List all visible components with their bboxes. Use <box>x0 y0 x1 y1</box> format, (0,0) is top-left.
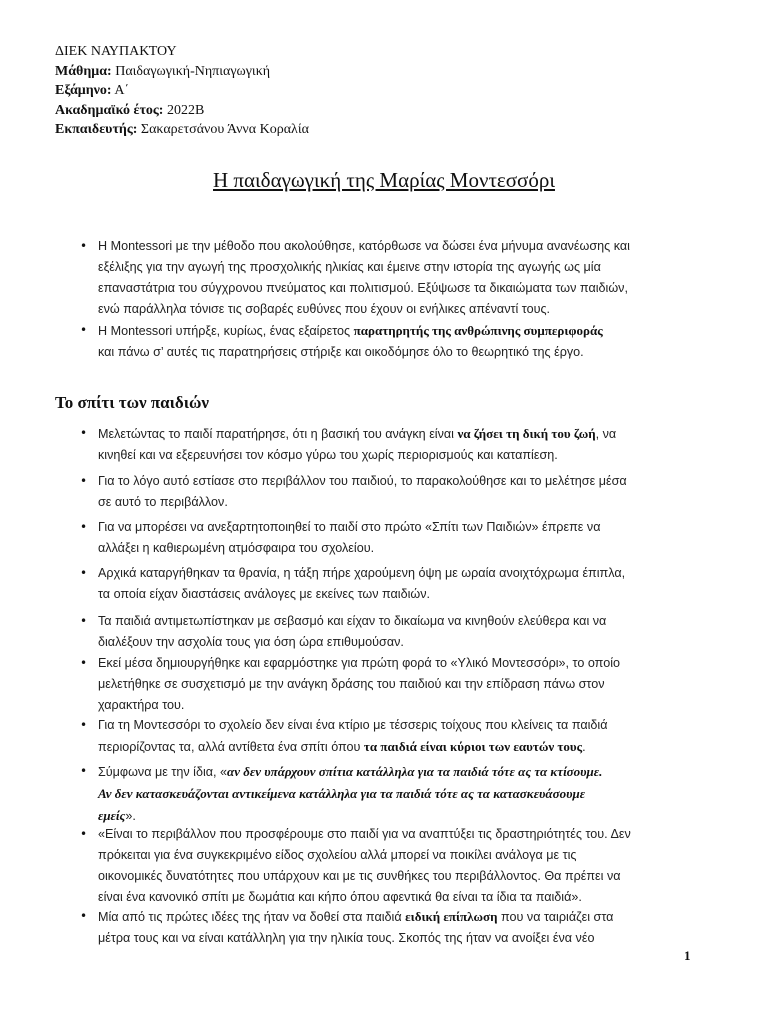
course-line <box>55 62 309 82</box>
paragraph-line <box>98 783 696 805</box>
paragraph-line: εξέλιξης για την αγωγή της προσχολικής ηλικίας και έμεινε στην ιστορία της αγωγής ως μία <box>98 260 601 274</box>
paragraph-line: Σύμφωνα με την ίδια, «αν δεν υπάρχουν σπίτια κατάλληλα για τα παιδιά τότε ας τα κτίσουμε. <box>98 764 603 779</box>
document-header <box>55 42 309 140</box>
quote-emphasis: αν δεν υπάρχουν σπίτια κατάλληλα για τα παιδιά τότε ας τα κτίσουμε. <box>227 764 603 779</box>
instructor-line <box>55 120 309 140</box>
academic-year-line <box>55 101 309 121</box>
paragraph-line: ενώ παράλληλα τόνισε τις σοβαρές ευθύνες που έχουν οι ενήλικες απέναντί τους. <box>98 302 551 316</box>
paragraph-line: εμείς». <box>98 808 136 823</box>
page-number: 1 <box>684 948 691 963</box>
paragraph-line: επαναστάτρια του σύγχρονου πνεύματος και πολιτισμού. Εξύψωσε τα δικαιώματα των παιδιών, <box>98 281 628 295</box>
emphasis-text: παρατηρητής της ανθρώπινης συμπεριφοράς <box>353 323 603 338</box>
semester-line <box>55 81 309 101</box>
bullet-icon: • <box>80 656 88 670</box>
section-heading: Το σπίτι των παιδιών <box>55 393 210 412</box>
bullet-icon: • <box>80 566 88 580</box>
document-title: Η παιδαγωγική της Μαρίας Μοντεσσόρι <box>213 168 555 192</box>
paragraph-line: μέτρα τους και να είναι κατάλληλη για την ηλικία τους. Σκοπός της ήταν να ανοίξει ένα νέο <box>98 931 595 945</box>
emphasis-text: ειδική επίπλωση <box>405 909 498 924</box>
paragraph-line: κινηθεί και να εξερευνήσει τον κόσμο γύρω του χωρίς περιορισμούς και καταπίεση. <box>98 448 558 462</box>
paragraph-line: τα οποία είχαν διαστάσεις ανάλογες με εκείνες των παιδιών. <box>98 587 431 601</box>
paragraph-line: περιορίζοντας τα, αλλά αντίθετα ένα σπίτι όπου τα παιδιά είναι κύριοι των εαυτών τους. <box>98 739 586 754</box>
bullet-icon: • <box>80 614 88 628</box>
paragraph-line: οικονομικές δυνατότητες που υπάρχουν και με τις συνθήκες του περιβάλλοντος. Θα πρέπει να <box>98 869 621 883</box>
paragraph-line: Αρχικά καταργήθηκαν τα θρανία, η τάξη πήρε χαρούμενη όψη με ωραία ανοιχτόχρωμα έπιπλα, <box>98 566 626 580</box>
paragraph-line: Η Montessori υπήρξε, κυρίως, ένας εξαίρετος παρατηρητής της ανθρώπινης συμπεριφοράς <box>98 323 603 338</box>
paragraph-line: σε αυτό το περιβάλλον. <box>98 495 228 509</box>
semester-label: Εξάμηνο: <box>55 83 112 98</box>
paragraph-line: πρόκειται για ένα συγκεκριμένο είδος σχολείου αλλά μπορεί να ποικίλει ανάλογα με τις <box>98 848 577 862</box>
bullet-icon: • <box>80 426 88 440</box>
paragraph-line: Για τη Μοντεσσόρι το σχολείο δεν είναι ένα κτίριο με τέσσερις τοίχους που κλείνεις τα παιδιά <box>98 718 608 732</box>
paragraph-line: «Είναι το περιβάλλον που προσφέρουμε στο παιδί για να αναπτύξει τις δραστηριότητές του. Δεν <box>98 827 631 841</box>
quote-emphasis: Αν δεν κατασκευάζονται αντικείμενα κατάλληλα για τα παιδιά τότε ας τα κατασκευάσουμε <box>98 786 586 801</box>
academic-year-label: Ακαδημαϊκό έτος: <box>55 102 164 118</box>
emphasis-text: να ζήσει τη δική του ζωή <box>457 426 596 441</box>
paragraph-line: Για να μπορέσει να ανεξαρτητοποιηθεί το παιδί στο πρώτο «Σπίτι των Παιδιών» έπρεπε να <box>98 520 601 534</box>
emphasis-text: τα παιδιά είναι κύριοι των εαυτών τους <box>363 739 583 754</box>
course-label: Μάθημα: <box>55 63 112 79</box>
institution-name: ΔΙΕΚ ΝΑΥΠΑΚΤΟΥ <box>55 44 177 59</box>
bullet-icon: • <box>80 239 88 253</box>
academic-year-value: 2022Β <box>166 102 205 118</box>
paragraph-line: Μία από τις πρώτες ιδέες της ήταν να δοθεί στα παιδιά ειδική επίπλωση που να ταιριάζει στα <box>98 909 614 924</box>
bullet-icon: • <box>80 520 88 534</box>
bullet-icon: • <box>80 827 88 841</box>
instructor-value: Σακαρετσάνου Άννα Κοραλία <box>140 122 309 137</box>
paragraph-line: χαρακτήρα του. <box>98 698 185 712</box>
paragraph-line: Εκεί μέσα δημιουργήθηκε και εφαρμόστηκε για πρώτη φορά το «Υλικό Μοντεσσόρι», το οποίο <box>98 656 620 670</box>
paragraph-line: Για το λόγο αυτό εστίασε στο περιβάλλον του παιδιού, το παρακολούθησε και το μελέτησε μέσα <box>98 474 627 488</box>
paragraph-line: αλλάξει η καθιερωμένη ατμόσφαιρα του σχολείου. <box>98 541 375 555</box>
paragraph-line: είναι ένα κανονικό σπίτι με δωμάτια και κήπο όπου αφεντικά θα είναι τα ίδια τα παιδιά». <box>98 890 582 904</box>
bullet-icon: • <box>80 909 88 923</box>
paragraph-line: διαλέξουν την ασχολία τους για όση ώρα επιθυμούσαν. <box>98 635 404 649</box>
paragraph-line: και πάνω σ’ αυτές τις παρατηρήσεις στήριξε και οικοδόμησε όλο το θεωρητικό της έργο. <box>98 345 584 359</box>
instructor-label: Εκπαιδευτής: <box>55 122 138 137</box>
quote-emphasis: εμείς <box>98 808 126 823</box>
bullet-icon: • <box>80 323 88 337</box>
semester-value: Α΄ <box>114 83 130 98</box>
paragraph-line: Η Montessori με την μέθοδο που ακολούθησε, κατόρθωσε να δώσει ένα μήνυμα ανανέωσης και <box>98 239 630 253</box>
paragraph-line: Τα παιδιά αντιμετωπίστηκαν με σεβασμό και είχαν το δικαίωμα να κινηθούν ελεύθερα και να <box>98 614 607 628</box>
paragraph-line: Μελετώντας το παιδί παρατήρησε, ότι η βασική του ανάγκη είναι να ζήσει τη δική του ζωή, να <box>98 426 617 441</box>
bullet-icon: • <box>80 764 88 778</box>
paragraph-line: μελετήθηκε σε συσχετισμό με την ανάγκη δράσης του παιδιού και την επίδραση πάνω στον <box>98 677 605 691</box>
bullet-icon: • <box>80 474 88 488</box>
bullet-icon: • <box>80 718 88 732</box>
course-value: Παιδαγωγική-Νηπιαγωγική <box>115 63 271 79</box>
